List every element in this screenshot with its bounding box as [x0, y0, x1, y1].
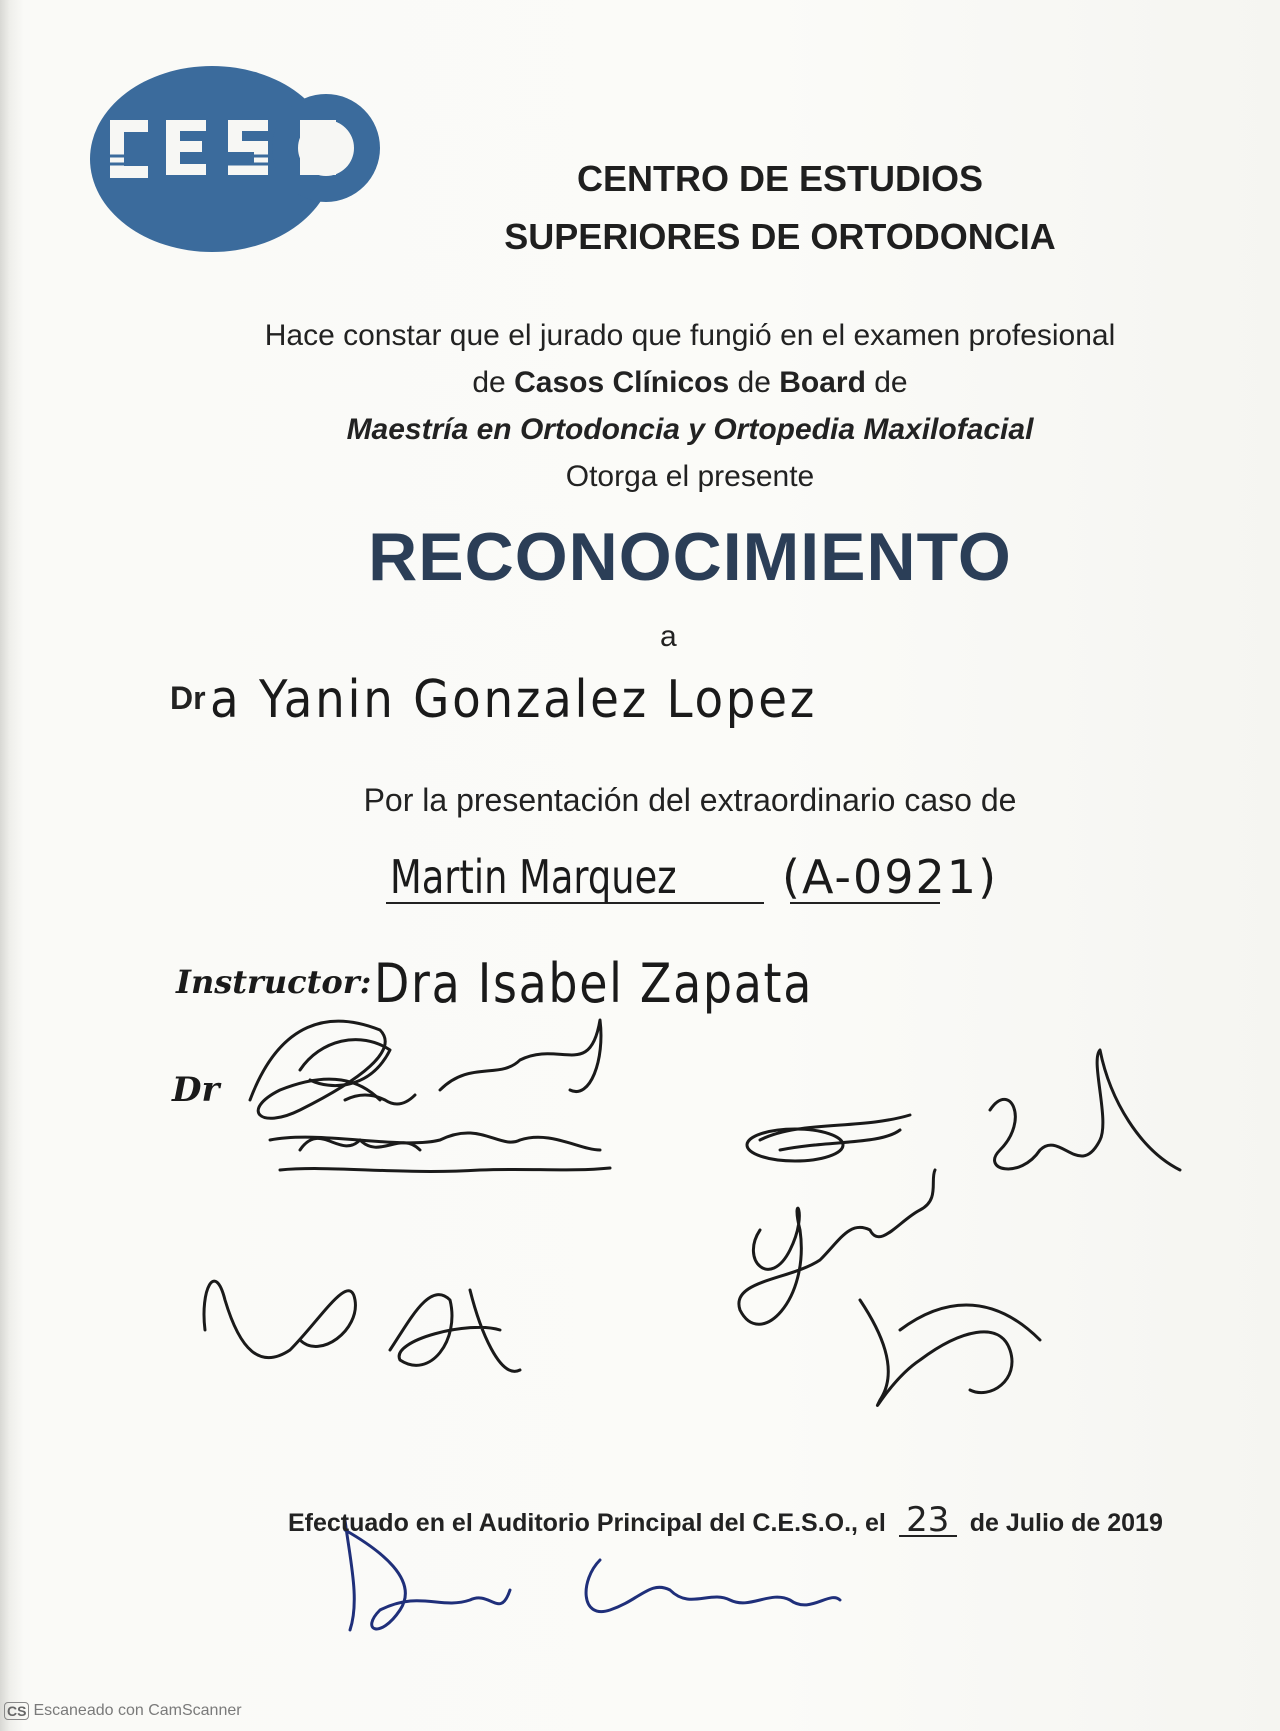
- scanner-watermark: [4, 1702, 242, 1720]
- patient-name-handwritten: Martin Marquez: [390, 850, 677, 904]
- signature-1: [250, 1020, 610, 1171]
- issue-day-handwritten: 23: [899, 1505, 957, 1537]
- program-name: Maestría en Ortodoncia y Ortopedia Maxilofacial: [346, 413, 1034, 446]
- to-word: a: [660, 620, 677, 653]
- instructor-name-handwritten: Dra Isabel Zapata: [374, 952, 814, 1015]
- case-intro: Por la presentación del extraordinario caso de: [363, 782, 1017, 818]
- institution-line-2: SUPERIORES DE ORTODONCIA: [504, 216, 1056, 257]
- exam-type: Casos Clínicos: [514, 366, 730, 399]
- signature-2: [747, 1115, 910, 1161]
- scanner-text: Escaneado con CamScanner: [33, 1702, 242, 1719]
- signature-6: [860, 1300, 1040, 1405]
- recipient-name-handwritten: a Yanin Gonzalez Lopez: [210, 670, 817, 730]
- intro-line-4: Otorga el presente: [565, 460, 815, 493]
- intro-line-1: Hace constar que el jurado que fungió en el examen profesional: [264, 319, 1116, 352]
- intro-line-2-prefix: de: [472, 366, 515, 399]
- instructor-label: Instructor:: [176, 963, 372, 1001]
- signature-5: [204, 1281, 520, 1371]
- institution-line-1: CENTRO DE ESTUDIOS: [576, 158, 984, 199]
- camscanner-icon: CS: [4, 1702, 29, 1720]
- intro-line-2-mid: de: [729, 366, 780, 399]
- issue-suffix: de Julio de 2019: [969, 1509, 1163, 1537]
- signature-3: [990, 1050, 1180, 1170]
- certificate-title: RECONOCIMIENTO: [368, 519, 1012, 595]
- intro-line-2-suffix: de: [865, 366, 908, 399]
- issue-statement: [288, 1500, 1163, 1540]
- recipient-prefix: Dr: [170, 680, 206, 716]
- case-code-handwritten: (A-0921): [782, 850, 999, 904]
- jury-label: Dr: [172, 1070, 220, 1110]
- exam-board: Board: [779, 366, 866, 399]
- signature-4: [739, 1170, 935, 1324]
- issue-prefix: Efectuado en el Auditorio Principal del C.E.S.O., el: [288, 1509, 886, 1537]
